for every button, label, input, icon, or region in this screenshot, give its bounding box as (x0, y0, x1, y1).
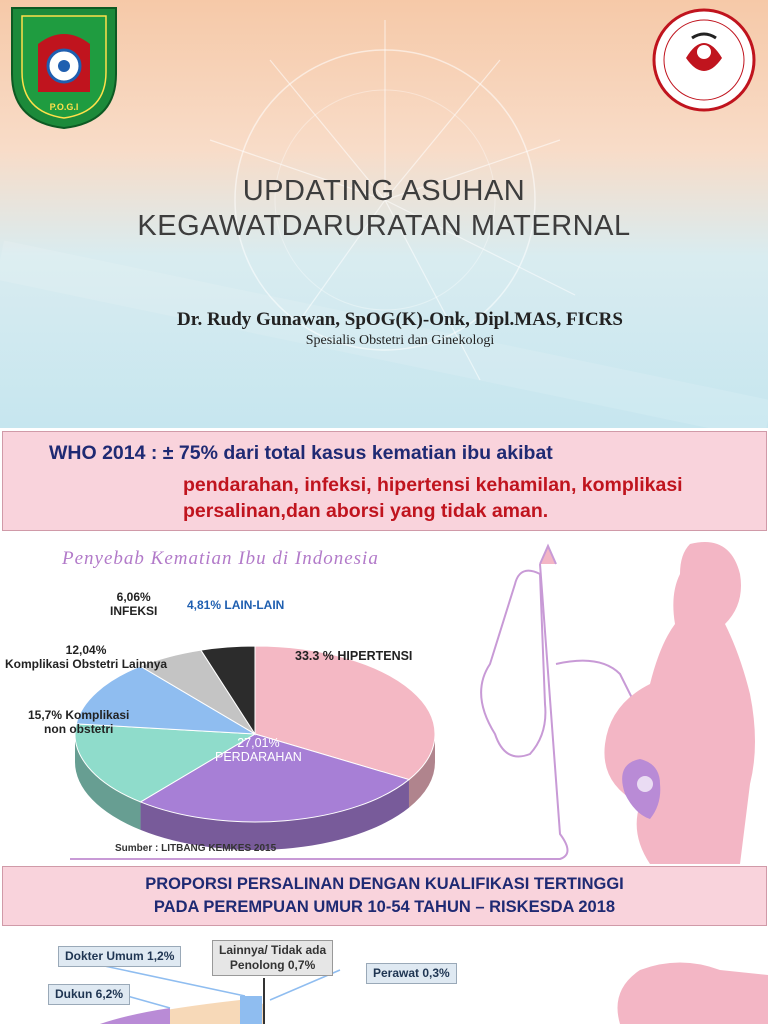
who-line2: pendarahan, infeksi, hipertensi kehamilan, komplikasi (183, 474, 683, 496)
cause-pie-chart (0, 534, 768, 864)
slide-title-line1: UPDATING ASUHAN (242, 175, 526, 207)
ibi-logo (652, 8, 756, 112)
label-infeksi-value: 6,06% (116, 590, 151, 604)
proporsi-line2: PADA PEREMPUAN UMUR 10-54 TAHUN – RISKESDA 2018 (153, 898, 616, 916)
label-infeksi (110, 590, 157, 618)
pogi-logo (8, 4, 120, 130)
label-perawat: Perawat 0,3% (366, 963, 457, 984)
label-dokter-umum: Dokter Umum 1,2% (58, 946, 181, 967)
author-specialty: Spesialis Obstetri dan Ginekologi (305, 333, 495, 348)
label-perdarahan-value: 27,01% (237, 736, 280, 750)
label-komp-non-value: 15,7% Komplikasi (28, 708, 130, 722)
label-komplikasi-non (28, 708, 129, 736)
author-name: Dr. Rudy Gunawan, SpOG(K)-Onk, Dipl.MAS, FICRS (177, 309, 623, 330)
label-perdarahan (215, 736, 302, 764)
persalinan-chart-panel (0, 930, 768, 1024)
who-statement-box (2, 431, 767, 531)
label-perdarahan-name: PERDARAHAN (215, 750, 302, 764)
proporsi-title-box (2, 866, 767, 926)
label-lain-lain: 4,81% LAIN-LAIN (187, 598, 285, 612)
label-lainnya-line2: Penolong 0,7% (229, 958, 316, 972)
pie-chart-title: Penyebab Kematian Ibu di Indonesia (62, 548, 379, 569)
label-komplikasi-obstetri (5, 643, 167, 671)
proporsi-line1: PROPORSI PERSALINAN DENGAN KUALIFIKASI TERTINGGI (145, 875, 624, 893)
label-lainnya (212, 940, 333, 976)
label-dukun: Dukun 6,2% (48, 984, 130, 1005)
label-hipertensi: 33.3 % HIPERTENSI (295, 649, 413, 663)
chart-source: Sumber : LITBANG KEMKES 2015 (115, 843, 277, 854)
who-line3: persalinan,dan aborsi yang tidak aman. (183, 500, 549, 522)
label-komp-obs-name: Komplikasi Obstetri Lainnya (5, 657, 168, 671)
label-infeksi-name: INFEKSI (110, 604, 158, 618)
label-komp-non-name: non obstetri (44, 722, 114, 736)
slide-title-line2: KEGAWATDARURATAN MATERNAL (137, 210, 631, 242)
title-slide (0, 0, 768, 428)
label-lainnya-line1: Lainnya/ Tidak ada (219, 943, 327, 957)
svg-text:P.O.G.I: P.O.G.I (49, 102, 79, 112)
label-komp-obs-value: 12,04% (65, 643, 107, 657)
who-line1: WHO 2014 : ± 75% dari total kasus kematian ibu akibat (49, 442, 553, 464)
